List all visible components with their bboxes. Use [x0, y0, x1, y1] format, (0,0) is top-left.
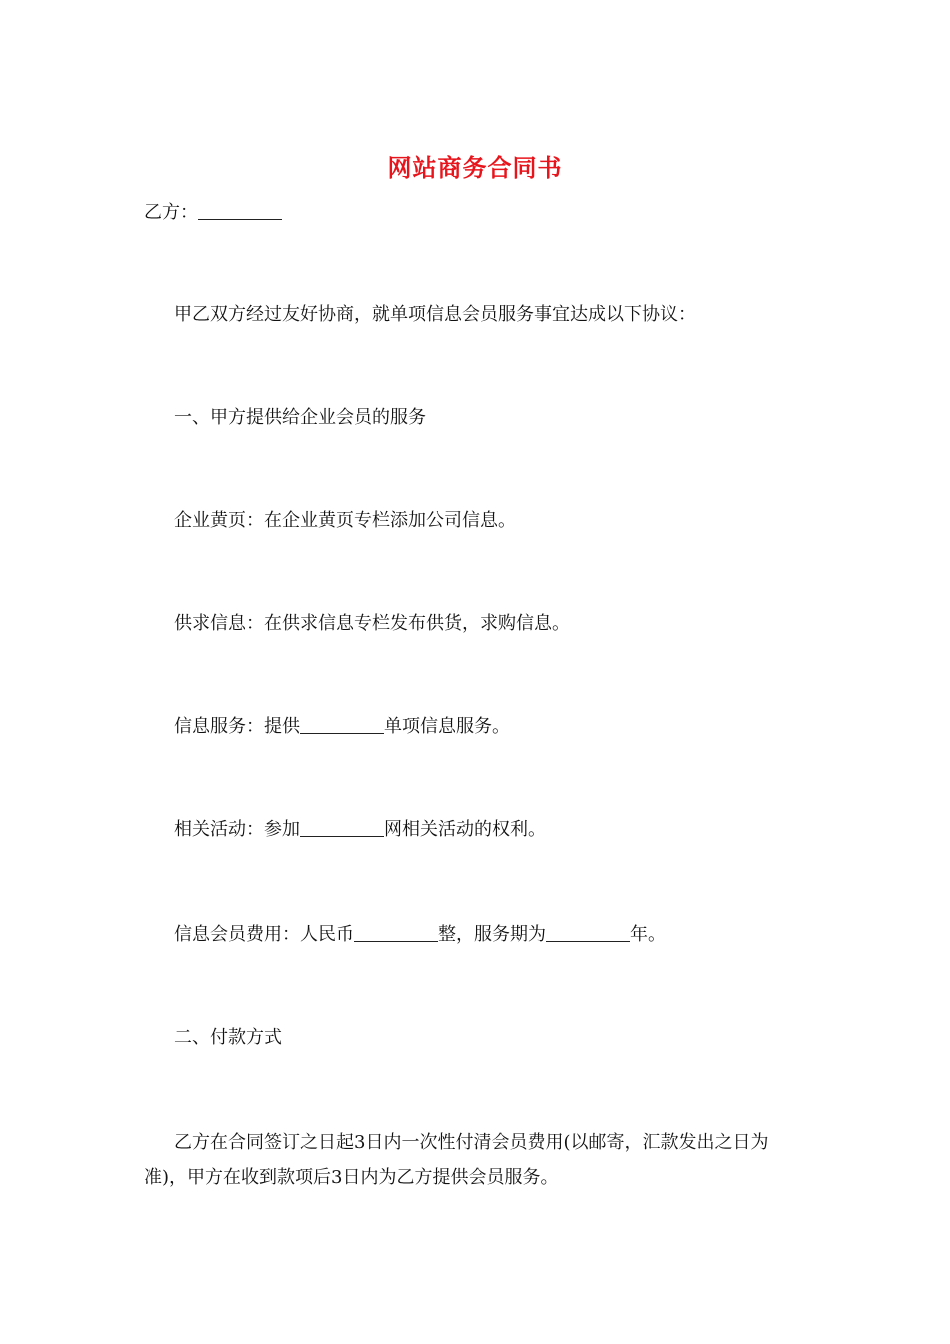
- info-service-blank: [300, 715, 384, 734]
- party-b-blank: [198, 201, 282, 220]
- fee-middle: 整，服务期为: [438, 924, 546, 945]
- activities-prefix: 相关活动：参加: [174, 819, 300, 840]
- service-period-blank: [546, 923, 630, 942]
- intro-paragraph: 甲乙双方经过友好协商，就单项信息会员服务事宜达成以下协议：: [174, 304, 696, 325]
- fee-amount-blank: [354, 923, 438, 942]
- info-service-item: [174, 713, 510, 741]
- info-service-suffix: 单项信息服务。: [384, 716, 510, 737]
- party-b-label: 乙方：: [144, 202, 198, 223]
- fee-prefix: 信息会员费用：人民币: [174, 924, 354, 945]
- document-title: 网站商务合同书: [387, 153, 563, 182]
- section1-heading: 一、甲方提供给企业会员的服务: [174, 407, 426, 428]
- yellow-pages-item: 企业黄页：在企业黄页专栏添加公司信息。: [174, 510, 516, 531]
- payment-paragraph: 乙方在合同签订之日起3日内一次性付清会员费用(以邮寄，汇款发出之日为准)，甲方在收到款项后3日内为乙方提供会员服务。: [144, 1132, 769, 1188]
- fee-suffix: 年。: [630, 924, 666, 945]
- party-b-line: [144, 199, 282, 227]
- activities-blank: [300, 818, 384, 837]
- info-service-prefix: 信息服务：提供: [174, 716, 300, 737]
- section2-heading: 二、付款方式: [174, 1027, 282, 1048]
- activities-item: [174, 816, 546, 844]
- supply-demand-item: 供求信息：在供求信息专栏发布供货，求购信息。: [174, 613, 570, 634]
- fee-item: [174, 921, 666, 949]
- activities-suffix: 网相关活动的权利。: [384, 819, 546, 840]
